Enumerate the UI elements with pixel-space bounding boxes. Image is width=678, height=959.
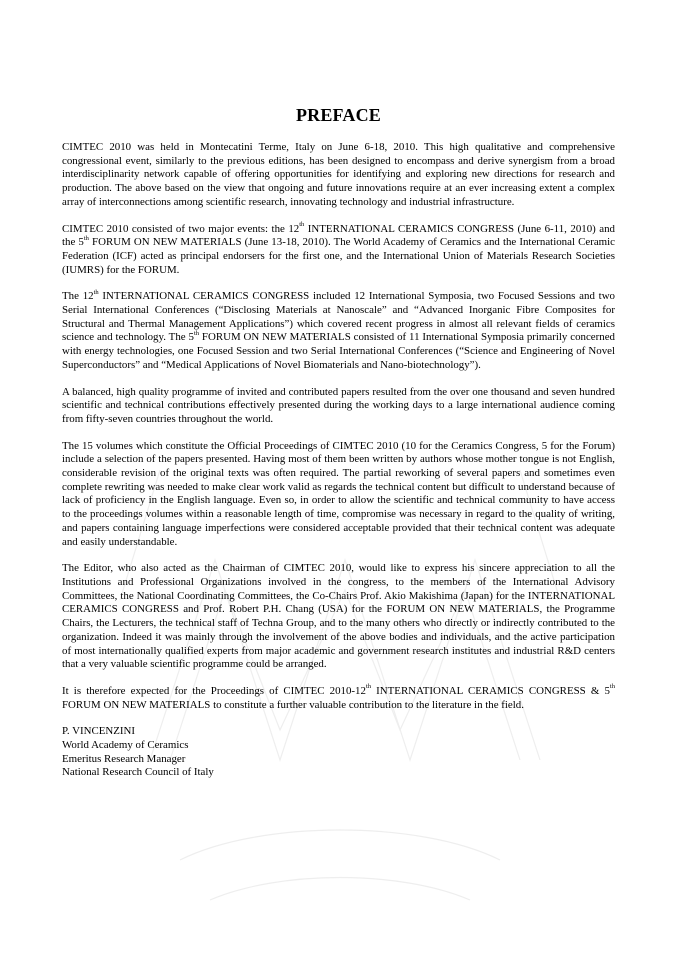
paragraph-text: FORUM ON NEW MATERIALS consisted of 11 International Symposia primarily concerned with energy technologies, one Focused Session and two Serial International Conferences (“Science and Engineering of Novel Superconductors” and “Medical Applications of Novel Biomaterials and Nano-biotechnology”). [62, 331, 615, 371]
paragraph-proceedings: The 15 volumes which constitute the Official Proceedings of CIMTEC 2010 (10 for the Ceramics Congress, 5 for the Forum) include a selection of the papers presented. Having most of them been written by authors whose mother tongue is not English, considerable revision of the original texts was often required. The partial reworking of several papers and sometimes even complete rewriting was needed to make clear work valid as regards the technical content but difficult to understand because of lack of proficiency in the English language. Even so, in order to allow the scientific and technical community to have access to the proceedings volumes within a reasonable length of time, compromise was necessary in regard to the quality of writing, and papers containing language imperfections were considered acceptable provided that their technical content was adequate and easily understandable. [62, 439, 615, 548]
paragraph-symposia [62, 290, 615, 372]
paragraph-text: INTERNATIONAL CERAMICS CONGRESS & 5 [371, 684, 610, 697]
paragraph-conclusion [62, 685, 615, 712]
signature-title: Emeritus Research Manager [62, 752, 186, 765]
signature-affiliation: World Academy of Ceramics [62, 739, 189, 752]
paragraph-acknowledgements: The Editor, who also acted as the Chairman of CIMTEC 2010, would like to express his sincere appreciation to all the Institutions and Professional Organizations involved in the congress, to the members of the International Advisory Committees, the National Coordinating Committees, the Co-Chairs Prof. Akio Makishima (Japan) for the INTERNATIONAL CERAMICS CONGRESS and Prof. Robert P.H. Chang (USA) for the FORUM ON NEW MATERIALS, the Programme Chairs, the Lecturers, the technical staff of Techna Group, and to the many others who directly or indirectly contributed to the organization. Indeed it was mainly through the involvement of the above bodies and individuals, and the active participation of most internationally qualified experts from major academic and government research institutes and industrial R&D centers that a very valuable scientific programme could be arranged. [62, 562, 615, 671]
signature-block [62, 725, 615, 780]
paragraph-text: INTERNATIONAL CERAMICS CONGRESS (June 6-11, 2010) and the 5 [62, 222, 615, 249]
signature-institution: National Research Council of Italy [62, 766, 214, 779]
paragraph-text: CIMTEC 2010 consisted of two major events: the 12 [62, 222, 300, 235]
superscript: th [83, 234, 89, 242]
preface-page [62, 0, 615, 780]
superscript: th [365, 683, 372, 691]
paragraph-text: FORUM ON NEW MATERIALS to constitute a further valuable contribution to the literature in the field. [62, 698, 524, 711]
paragraph-text: The 12 [62, 290, 94, 303]
paragraph-intro: CIMTEC 2010 was held in Montecatini Terme, Italy on June 6-18, 2010. This high qualitative and comprehensive congressional event, similarly to the previous editions, has been designed to encompass and derive synergism from a broad interdisciplinarity network capable of offering opportunities for identifying and exploring new directions for research and production. The above based on the view that ongoing and future innovations require at an ever increasing extent a complex array of interconnections among scientific research, innovating technology and industrial infrastructure. [62, 141, 615, 208]
page-title: PREFACE [295, 105, 382, 125]
paragraph-text: It is therefore expected for the Proceedings of CIMTEC 2010-12 [62, 684, 366, 697]
paragraph-text: INTERNATIONAL CERAMICS CONGRESS included 12 International Symposia, two Focused Sessions and two Serial International Conferences (“Disclosing Materials at Nanoscale” and “Advanced Inorganic Fibre Composites for Structural and Thermal Management Applications”) which covered recent progress in almost all relevant fields of ceramics science and technology. The 5 [62, 290, 616, 344]
superscript: th [93, 288, 99, 296]
superscript: th [609, 683, 615, 691]
paragraph-text: FORUM ON NEW MATERIALS (June 13-18, 2010). The World Academy of Ceramics and the International Ceramic Federation (ICF) acted as principal endorsers for the first one, and the International Union of Materials Research Societies (IUMRS) for the FORUM. [62, 236, 615, 276]
paragraph-events [62, 220, 615, 278]
superscript: th [193, 329, 199, 337]
signature-name: P. VINCENZINI [62, 725, 136, 738]
paragraph-programme: A balanced, high quality programme of invited and contributed papers resulted from the over one thousand and seven hundred scientific and technical contributions effectively presented during the working days to a large international audience coming from fifty-seven countries throughout the world. [62, 385, 615, 425]
superscript: th [299, 220, 305, 228]
